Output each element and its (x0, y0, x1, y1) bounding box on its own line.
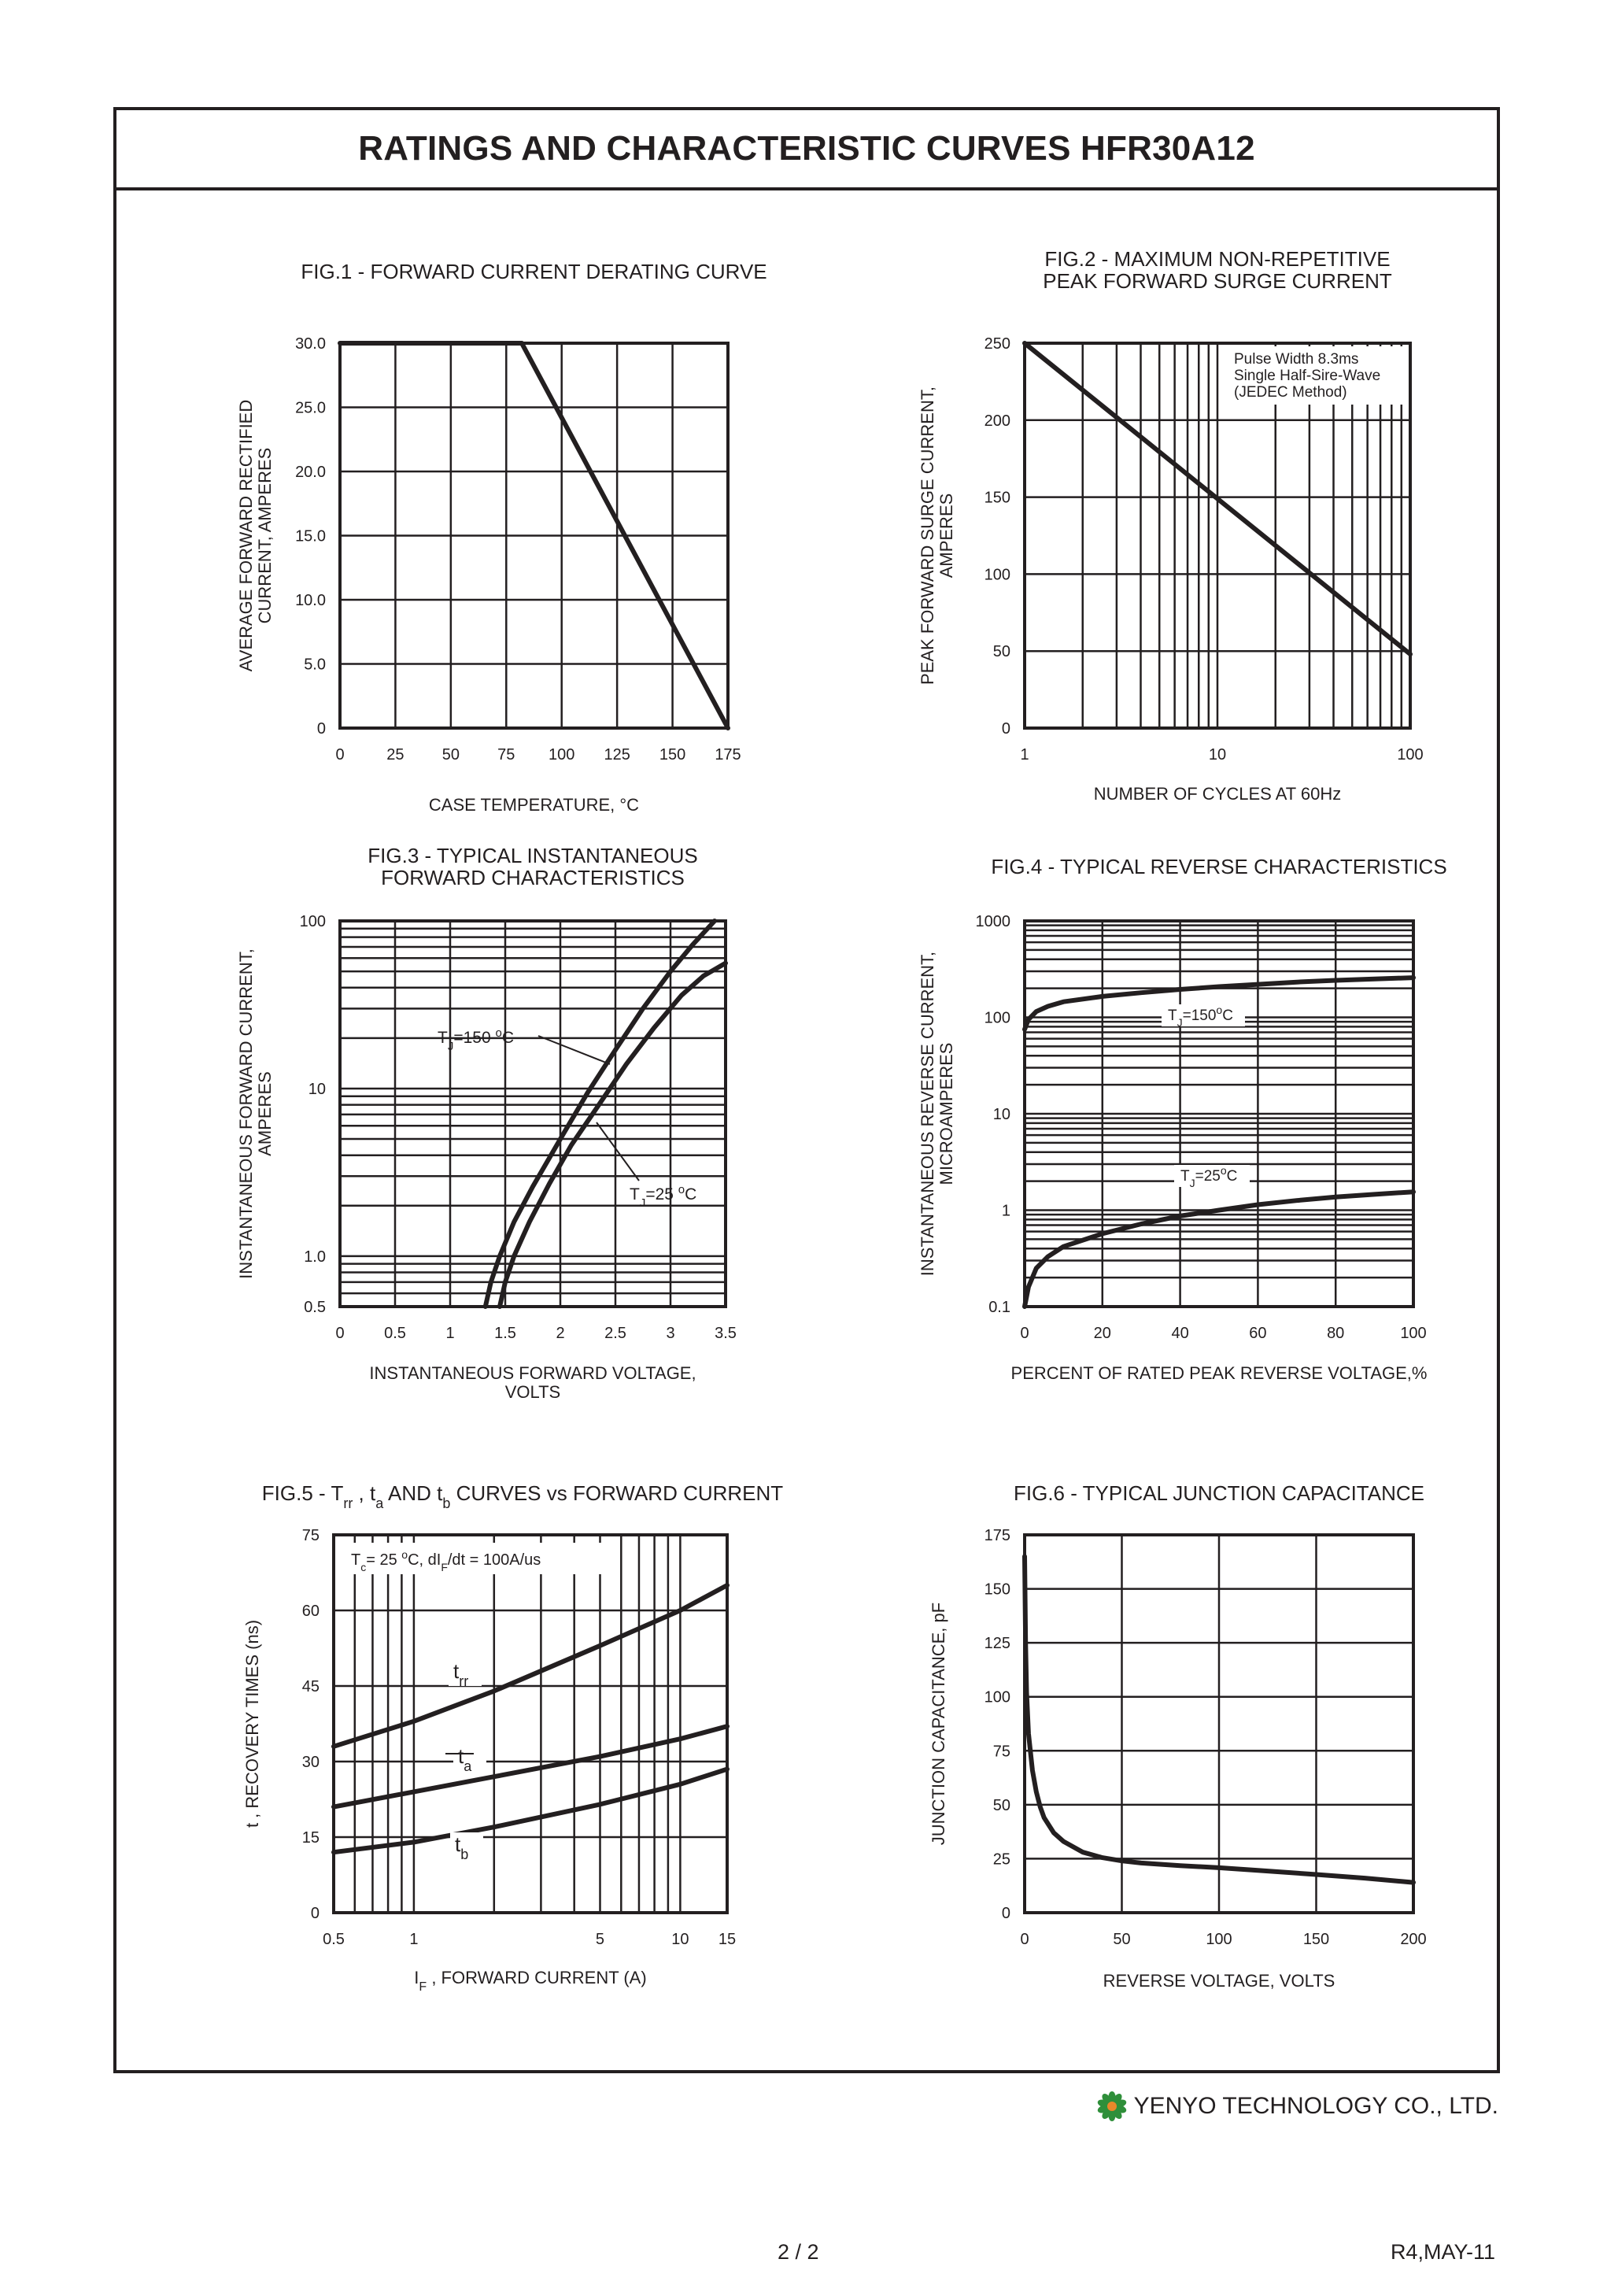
label-sub: F (419, 1980, 427, 1994)
label-text: C (1226, 1168, 1238, 1185)
label-text: =150 (1182, 1008, 1217, 1024)
label-text: /dt = 100A/us (447, 1551, 541, 1569)
fig1-y-tick-label: 10.0 (295, 592, 326, 609)
fig3-x-tick-label: 1.5 (494, 1325, 516, 1342)
label-text: =25 (645, 1185, 678, 1203)
label-text: t (453, 1659, 460, 1683)
fig6-y-tick-label: 0 (1001, 1905, 1010, 1922)
fig6-x-tick-label: 0 (1020, 1931, 1029, 1948)
label-text: = 25 (366, 1551, 402, 1569)
fig2-x-tick-label: 1 (1020, 746, 1029, 763)
title-text: AND t (383, 1481, 443, 1505)
fig2-x-tick-label: 100 (1397, 746, 1424, 763)
fig6-y-tick-label: 50 (992, 1796, 1010, 1814)
fig1-x-tick-label: 50 (441, 746, 460, 763)
label-sup: o (1220, 1164, 1227, 1177)
fig1-title: FIG.1 - FORWARD CURRENT DERATING CURVE (301, 260, 767, 283)
fig3-series-1-leader (597, 1122, 639, 1181)
flower-logo-icon (1096, 2091, 1128, 2122)
fig2-annotation-line: (JEDEC Method) (1234, 384, 1347, 401)
label-text: C (1222, 1008, 1233, 1024)
fig4-y-tick-label: 10 (992, 1106, 1010, 1123)
fig5-x-tick-label: 15 (718, 1931, 737, 1948)
fig3-x-tick-label: 0.5 (384, 1325, 406, 1342)
label-sub: b (460, 1847, 469, 1862)
fig6-y-tick-label: 150 (984, 1581, 1010, 1599)
label-sub: J (1189, 1177, 1195, 1189)
label-text: C (501, 1029, 514, 1047)
fig3-title-line: FORWARD CHARACTERISTICS (381, 866, 685, 889)
label-text: C, dI (408, 1551, 441, 1569)
label-sub: J (639, 1196, 646, 1210)
fig5-y-tick-label: 30 (301, 1754, 320, 1771)
fig5-y-tick-label: 45 (301, 1678, 320, 1695)
fig3-y-tick-label: 0.5 (304, 1299, 326, 1316)
fig1-y-axis-label: AVERAGE FORWARD RECTIFIED (236, 399, 256, 672)
fig6-y-tick-label: 100 (984, 1688, 1010, 1706)
fig1-x-tick-label: 150 (659, 746, 686, 763)
fig2-y-tick-label: 50 (992, 643, 1010, 661)
fig2-annotation-line: Single Half-Sire-Wave (1234, 368, 1381, 384)
fig2-y-tick-label: 100 (984, 566, 1010, 584)
fig6-y-tick-label: 175 (984, 1527, 1010, 1544)
fig3-x-tick-label: 2.5 (604, 1325, 626, 1342)
page-title: RATINGS AND CHARACTERISTIC CURVES HFR30A12 (358, 129, 1255, 168)
fig3-labels (438, 1026, 696, 1210)
fig4-chart (918, 855, 1447, 1383)
fig6-y-tick-label: 125 (984, 1635, 1010, 1653)
fig1-x-tick-label: 75 (497, 746, 515, 763)
fig6-y-tick-label: 25 (992, 1850, 1010, 1869)
fig1-x-tick-label: 0 (335, 746, 345, 763)
label-text: T (630, 1185, 640, 1203)
fig2-x-tick-label: 10 (1208, 746, 1227, 763)
fig2-y-axis-label: AMPERES (936, 493, 956, 579)
fig3-x-tick-label: 2 (556, 1325, 565, 1342)
fig5-y-axis-label: t , RECOVERY TIMES (ns) (242, 1619, 262, 1828)
fig6-y-tick-label: 75 (992, 1743, 1010, 1761)
label-sup: o (495, 1026, 502, 1040)
label-sub: J (1177, 1016, 1183, 1029)
fig2-y-axis-label: PEAK FORWARD SURGE CURRENT, (918, 386, 937, 685)
fig4-x-tick-label: 100 (1400, 1325, 1427, 1342)
fig6-x-tick-label: 50 (1113, 1931, 1131, 1948)
fig6-x-tick-label: 100 (1206, 1931, 1232, 1948)
company-footer (1096, 2091, 1498, 2122)
fig5-x-tick-label: 10 (671, 1931, 689, 1948)
fig4-x-tick-label: 40 (1171, 1325, 1189, 1342)
fig4-y-axis-label: INSTANTANEOUS REVERSE CURRENT, (918, 951, 937, 1277)
label-text: =150 (453, 1029, 496, 1047)
fig3-y-axis-label: AMPERES (255, 1071, 275, 1156)
fig5-y-tick-label: 0 (310, 1905, 320, 1922)
fig1-y-tick-label: 30.0 (295, 335, 326, 353)
fig6-x-tick-label: 200 (1400, 1931, 1427, 1948)
fig1-y-tick-label: 25.0 (295, 399, 326, 417)
fig4-x-tick-label: 80 (1327, 1325, 1345, 1342)
title-text: FIG.5 - T (261, 1481, 344, 1505)
fig5-x-tick-label: 0.5 (323, 1931, 345, 1948)
fig4-y-tick-label: 0.1 (988, 1299, 1010, 1316)
fig4-y-tick-label: 100 (984, 1009, 1010, 1027)
fig6-y-axis-label: JUNCTION CAPACITANCE, pF (929, 1602, 948, 1846)
fig2-y-tick-label: 250 (984, 335, 1010, 353)
fig6-x-tick-label: 150 (1302, 1931, 1330, 1948)
fig2-y-tick-label: 0 (1001, 720, 1010, 738)
fig3-y-axis-label: INSTANTANEOUS FORWARD CURRENT, (236, 948, 256, 1279)
fig6-x-axis-label: REVERSE VOLTAGE, VOLTS (1103, 1971, 1335, 1991)
fig3-series-0-leader (538, 1036, 610, 1064)
fig2-chart (918, 247, 1424, 804)
fig6-chart (929, 1481, 1427, 1991)
fig3-y-tick-label: 10 (308, 1080, 326, 1098)
fig3-x-tick-label: 3 (666, 1325, 675, 1342)
title-text: , t (353, 1481, 376, 1505)
label-text: T (1168, 1008, 1177, 1024)
label-text: , FORWARD CURRENT (A) (427, 1968, 647, 1987)
fig1-y-tick-label: 15.0 (295, 527, 326, 545)
fig3-x-axis-label: VOLTS (504, 1382, 561, 1402)
title-text: CURVES vs FORWARD CURRENT (450, 1481, 784, 1505)
fig1-chart (236, 260, 767, 815)
fig4-title: FIG.4 - TYPICAL REVERSE CHARACTERISTICS (991, 855, 1447, 878)
title-sub: rr (343, 1496, 353, 1511)
fig5-y-tick-label: 60 (301, 1603, 320, 1620)
fig5-y-tick-label: 15 (301, 1829, 320, 1847)
fig5-x-tick-label: 1 (409, 1931, 419, 1948)
fig4-y-tick-label: 1 (1001, 1202, 1010, 1220)
label-text: t (455, 1832, 461, 1856)
fig2-title-line: PEAK FORWARD SURGE CURRENT (1043, 269, 1392, 293)
label-text: T (351, 1551, 361, 1569)
fig3-y-tick-label: 1.0 (304, 1248, 326, 1266)
fig2-title-line: FIG.2 - MAXIMUM NON-REPETITIVE (1044, 247, 1391, 271)
fig1-x-tick-label: 125 (604, 746, 630, 763)
fig3-title-line: FIG.3 - TYPICAL INSTANTANEOUS (368, 844, 698, 867)
fig3-chart (236, 844, 737, 1402)
fig1-y-tick-label: 0 (316, 720, 326, 738)
fig3-series-1-line (500, 963, 726, 1307)
fig3-x-axis-label: INSTANTANEOUS FORWARD VOLTAGE, (369, 1363, 696, 1383)
title-sub: b (442, 1496, 451, 1511)
label-text: =25 (1195, 1168, 1221, 1185)
label-sup: o (401, 1548, 408, 1561)
fig4-x-axis-label: PERCENT OF RATED PEAK REVERSE VOLTAGE,% (1010, 1363, 1428, 1383)
fig5-x-tick-label: 5 (595, 1931, 605, 1948)
fig3-x-tick-label: 1 (445, 1325, 455, 1342)
label-sup: o (678, 1182, 685, 1196)
fig1-x-tick-label: 175 (715, 746, 741, 763)
fig2-y-tick-label: 200 (984, 412, 1010, 430)
label-sub: J (447, 1039, 454, 1053)
fig5-title (262, 1481, 783, 1511)
title-sub: a (375, 1496, 384, 1511)
fig2-annotation (1229, 346, 1404, 405)
fig2-x-axis-label: NUMBER OF CYCLES AT 60Hz (1093, 784, 1342, 804)
label-text: I (414, 1968, 419, 1987)
fig1-y-tick-label: 20.0 (295, 464, 326, 481)
fig1-x-tick-label: 25 (386, 746, 404, 763)
fig3-x-tick-label: 0 (335, 1325, 345, 1342)
label-sub: c (360, 1561, 367, 1573)
label-text: T (1180, 1168, 1190, 1185)
fig1-y-axis-label: CURRENT, AMPERES (255, 447, 275, 624)
label-sub: a (464, 1758, 472, 1774)
fig2-y-tick-label: 150 (984, 489, 1010, 507)
fig4-x-tick-label: 0 (1020, 1325, 1029, 1342)
fig2-annotation-line: Pulse Width 8.3ms (1234, 351, 1359, 368)
fig1-x-axis-label: CASE TEMPERATURE, °C (428, 795, 640, 815)
label-text: t (458, 1744, 464, 1768)
revision-label: R4,MAY-11 (1390, 2240, 1495, 2264)
fig4-x-tick-label: 20 (1093, 1325, 1111, 1342)
fig1-x-tick-label: 100 (549, 746, 575, 763)
fig5-x-axis-label (414, 1968, 646, 1994)
fig1-y-tick-label: 5.0 (304, 656, 326, 674)
fig4-y-axis-label: MICROAMPERES (936, 1042, 956, 1185)
label-sup: o (1216, 1004, 1223, 1016)
fig3-x-tick-label: 3.5 (715, 1325, 737, 1342)
page-number: 2 / 2 (778, 2240, 819, 2264)
fig5-y-tick-label: 75 (301, 1527, 320, 1544)
fig4-x-tick-label: 60 (1249, 1325, 1267, 1342)
label-sub: F (441, 1561, 448, 1573)
company-name: YENYO TECHNOLOGY CO., LTD. (1133, 2093, 1498, 2119)
label-text: C (685, 1185, 697, 1203)
fig3-y-tick-label: 100 (299, 913, 326, 930)
fig3-series-0-label (438, 1026, 514, 1053)
fig4-y-tick-label: 1000 (975, 913, 1010, 930)
label-sub: rr (459, 1673, 469, 1689)
fig6-title: FIG.6 - TYPICAL JUNCTION CAPACITANCE (1014, 1481, 1424, 1505)
label-text: T (438, 1029, 448, 1047)
